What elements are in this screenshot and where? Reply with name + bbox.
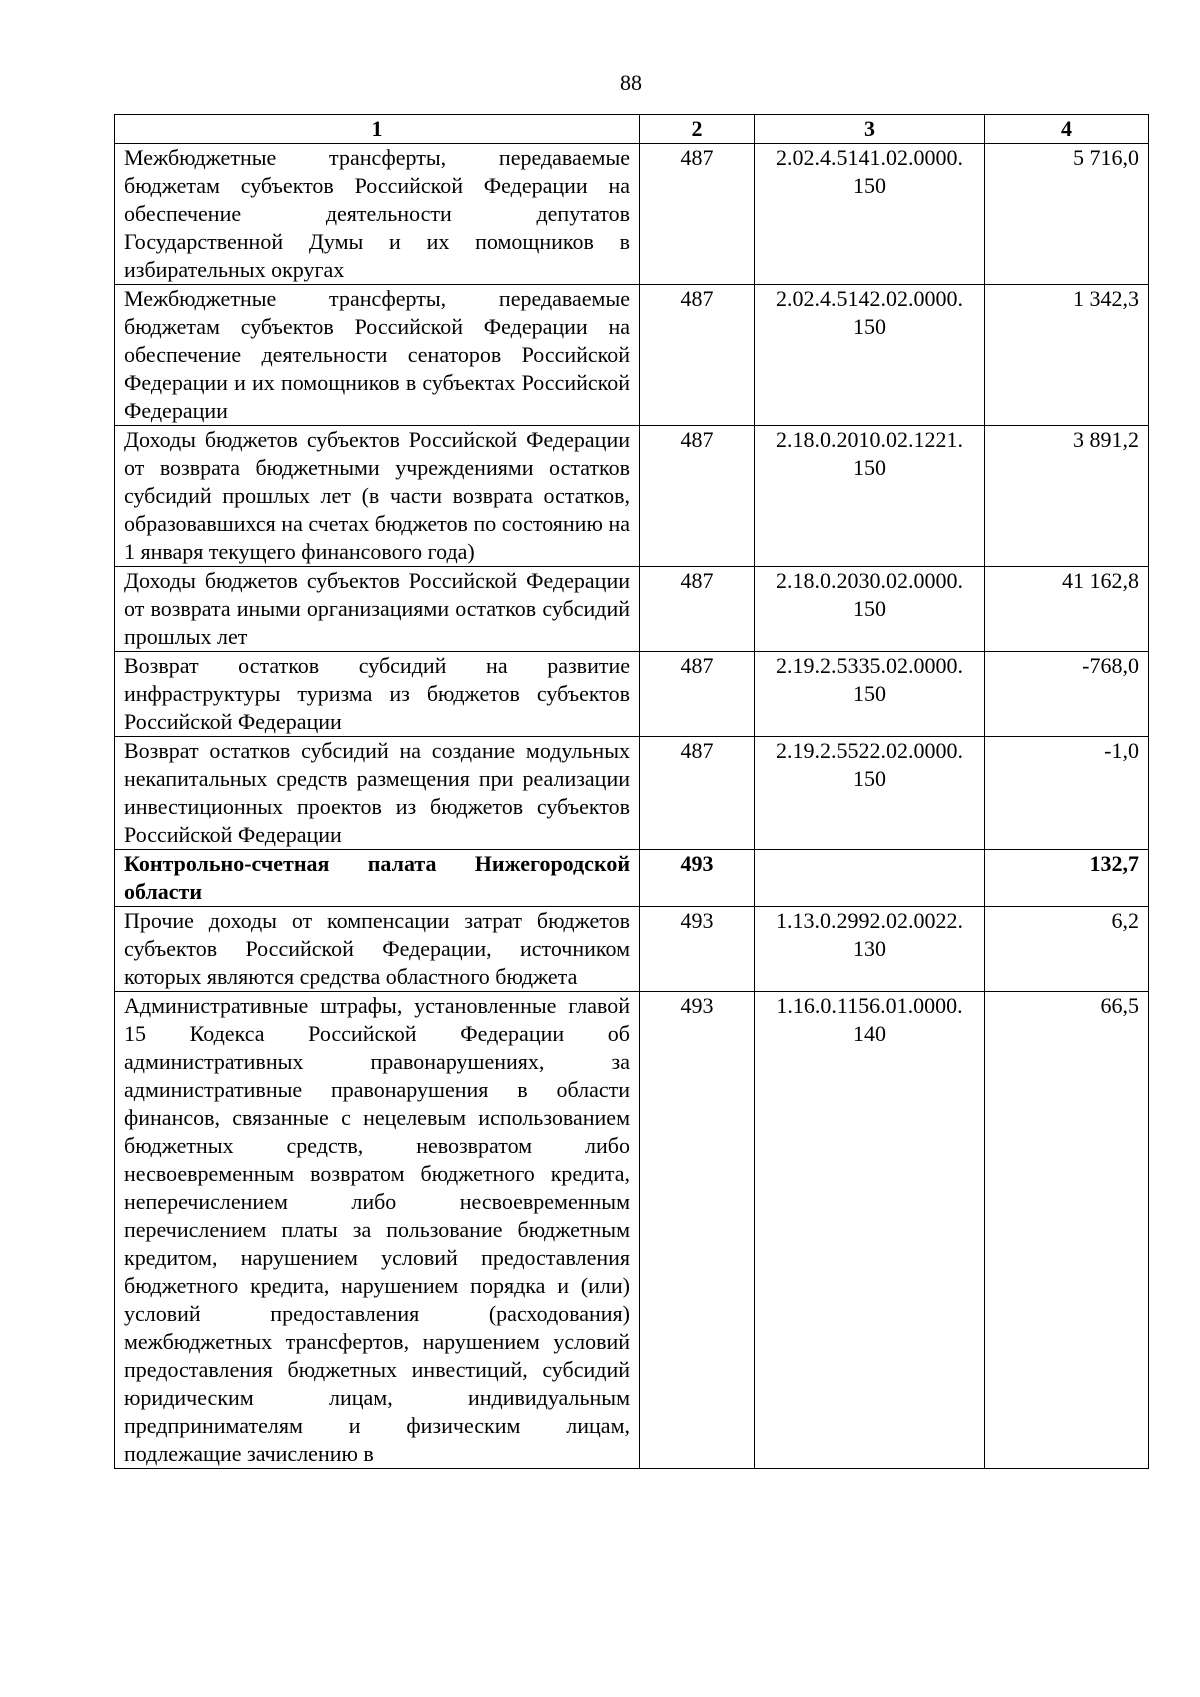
table-row (115, 652, 1149, 737)
admin-code-cell: 487 (640, 285, 755, 426)
classification-code-line-2: 150 (853, 314, 886, 339)
amount-cell: -1,0 (985, 737, 1149, 850)
classification-code-line-2: 150 (853, 766, 886, 791)
admin-code-cell: 487 (640, 426, 755, 567)
admin-code-cell: 487 (640, 652, 755, 737)
revenue-name-cell: Возврат остатков субсидий на развитие инфраструктуры туризма из бюджетов субъектов Российской Федерации (115, 652, 640, 737)
classification-code-line-2: 150 (853, 455, 886, 480)
classification-code-line-1: 2.18.0.2010.02.1221. (776, 427, 963, 452)
header-row (115, 115, 1149, 144)
table-row (115, 144, 1149, 285)
table-row (115, 907, 1149, 992)
column-header-4: 4 (985, 115, 1149, 144)
admin-code-cell: 487 (640, 737, 755, 850)
classification-code-cell (755, 907, 985, 992)
revenue-name-cell: Межбюджетные трансферты, передаваемые бюджетам субъектов Российской Федерации на обеспечение деятельности сенаторов Российской Федерации и их помощников в субъектах Российской Федерации (115, 285, 640, 426)
amount-cell: 3 891,2 (985, 426, 1149, 567)
classification-code-cell (755, 285, 985, 426)
amount-cell: 41 162,8 (985, 567, 1149, 652)
revenue-name-cell: Доходы бюджетов субъектов Российской Федерации от возврата бюджетными учреждениями остатков субсидий прошлых лет (в части возврата остатков, образовавшихся на счетах бюджетов по состоянию на 1 января текущего финансового года) (115, 426, 640, 567)
classification-code-cell (755, 992, 985, 1469)
revenue-name-cell: Контрольно-счетная палата Нижегородской области (115, 850, 640, 907)
classification-code-line-1: 2.02.4.5142.02.0000. (776, 286, 963, 311)
revenue-name-cell: Возврат остатков субсидий на создание модульных некапитальных средств размещения при реализации инвестиционных проектов из бюджетов субъектов Российской Федерации (115, 737, 640, 850)
revenue-name-cell: Прочие доходы от компенсации затрат бюджетов субъектов Российской Федерации, источником которых являются средства областного бюджета (115, 907, 640, 992)
table-row (115, 567, 1149, 652)
classification-code-line-2: 150 (853, 173, 886, 198)
classification-code-cell (755, 652, 985, 737)
revenue-table (114, 114, 1149, 1469)
classification-code-line-1: 2.19.2.5522.02.0000. (776, 738, 963, 763)
classification-code-line-1: 1.16.0.1156.01.0000. (776, 993, 963, 1018)
classification-code-line-1: 1.13.0.2992.02.0022. (776, 908, 963, 933)
amount-cell: -768,0 (985, 652, 1149, 737)
classification-code-line-2: 140 (853, 1021, 886, 1046)
classification-code-cell (755, 426, 985, 567)
classification-code-line-2: 150 (853, 681, 886, 706)
table-row (115, 426, 1149, 567)
amount-cell: 5 716,0 (985, 144, 1149, 285)
classification-code-line-2: 150 (853, 596, 886, 621)
classification-code-cell (755, 737, 985, 850)
classification-code-line-1: 2.19.2.5335.02.0000. (776, 653, 963, 678)
page-number: 88 (620, 70, 642, 95)
amount-cell: 66,5 (985, 992, 1149, 1469)
amount-cell: 1 342,3 (985, 285, 1149, 426)
classification-code-cell (755, 144, 985, 285)
revenue-name-cell: Административные штрафы, установленные главой 15 Кодекса Российской Федерации об административных правонарушениях, за административные правонарушения в области финансов, связанные с нецелевым использованием бюджетных средств, невозвратом либо несвоевременным возвратом бюджетного кредита, неперечислением либо несвоевременным перечислением платы за пользование бюджетным кредитом, нарушением условий предоставления бюджетного кредита, нарушением порядка и (или) условий предоставления (расходования) межбюджетных трансфертов, нарушением условий предоставления бюджетных инвестиций, субсидий юридическим лицам, индивидуальным предпринимателям и физическим лицам, подлежащие зачислению в (115, 992, 640, 1469)
admin-code-cell: 493 (640, 907, 755, 992)
table-row (115, 992, 1149, 1469)
admin-code-cell: 487 (640, 567, 755, 652)
table-header (115, 115, 1149, 144)
admin-code-cell: 487 (640, 144, 755, 285)
amount-cell: 6,2 (985, 907, 1149, 992)
admin-code-cell: 493 (640, 850, 755, 907)
classification-code-line-1: 2.18.0.2030.02.0000. (776, 568, 963, 593)
table-row (115, 285, 1149, 426)
table-row (115, 737, 1149, 850)
column-header-3: 3 (755, 115, 985, 144)
admin-code-cell: 493 (640, 992, 755, 1469)
column-header-1: 1 (115, 115, 640, 144)
revenue-name-cell: Межбюджетные трансферты, передаваемые бюджетам субъектов Российской Федерации на обеспечение деятельности депутатов Государственной Думы и их помощников в избирательных округах (115, 144, 640, 285)
table-body (115, 144, 1149, 1469)
table-row (115, 850, 1149, 907)
column-header-2: 2 (640, 115, 755, 144)
classification-code-line-2: 130 (853, 936, 886, 961)
classification-code-line-1: 2.02.4.5141.02.0000. (776, 145, 963, 170)
amount-cell: 132,7 (985, 850, 1149, 907)
classification-code-cell (755, 850, 985, 907)
revenue-name-cell: Доходы бюджетов субъектов Российской Федерации от возврата иными организациями остатков субсидий прошлых лет (115, 567, 640, 652)
classification-code-cell (755, 567, 985, 652)
